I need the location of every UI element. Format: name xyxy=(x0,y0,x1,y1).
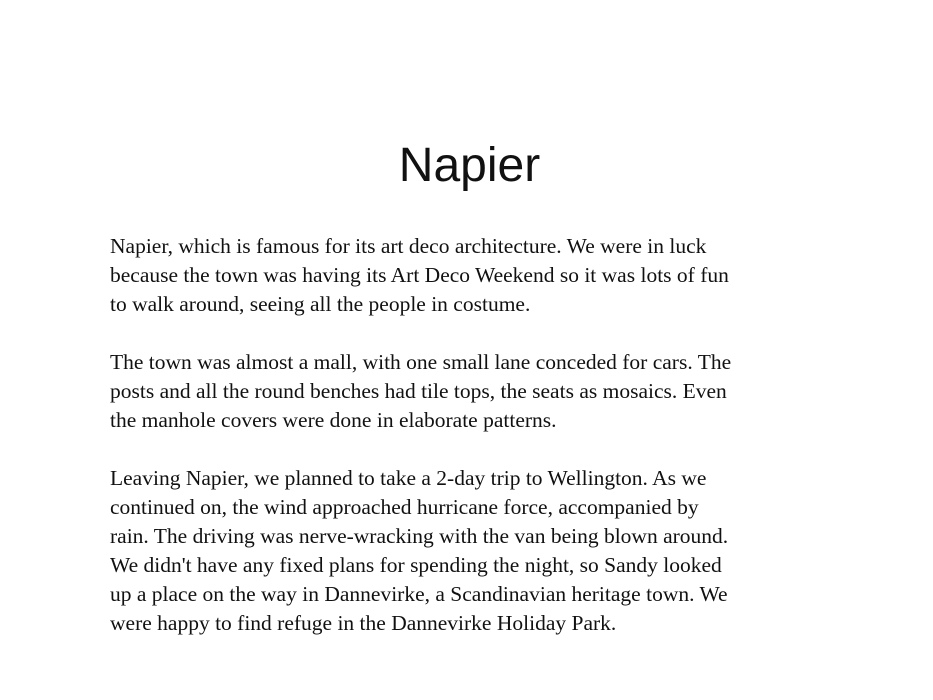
paragraph-line: Napier, which is famous for its art deco architecture. We were in luck xyxy=(110,234,707,258)
page-title: Napier xyxy=(398,139,541,192)
paragraph-line: We didn't have any fixed plans for spending the night, so Sandy looked xyxy=(110,553,722,577)
paragraph-3 xyxy=(110,464,830,638)
paragraph-1 xyxy=(110,232,830,319)
paragraph-line: Leaving Napier, we planned to take a 2-day trip to Wellington. As we xyxy=(110,466,707,490)
paragraph-line: to walk around, seeing all the people in costume. xyxy=(110,292,531,316)
paragraph-line: rain. The driving was nerve-wracking with the van being blown around. xyxy=(110,524,729,548)
paragraph-line: continued on, the wind approached hurricane force, accompanied by xyxy=(110,495,699,519)
article-body xyxy=(110,232,830,667)
paragraph-line: because the town was having its Art Deco Weekend so it was lots of fun xyxy=(110,263,729,287)
paragraph-line: the manhole covers were done in elaborate patterns. xyxy=(110,408,557,432)
paragraph-line: up a place on the way in Dannevirke, a Scandinavian heritage town. We xyxy=(110,582,728,606)
paragraph-line: were happy to find refuge in the Dannevirke Holiday Park. xyxy=(110,611,617,635)
paragraph-line: posts and all the round benches had tile tops, the seats as mosaics. Even xyxy=(110,379,727,403)
paragraph-2 xyxy=(110,348,830,435)
paragraph-line: The town was almost a mall, with one small lane conceded for cars. The xyxy=(110,350,732,374)
